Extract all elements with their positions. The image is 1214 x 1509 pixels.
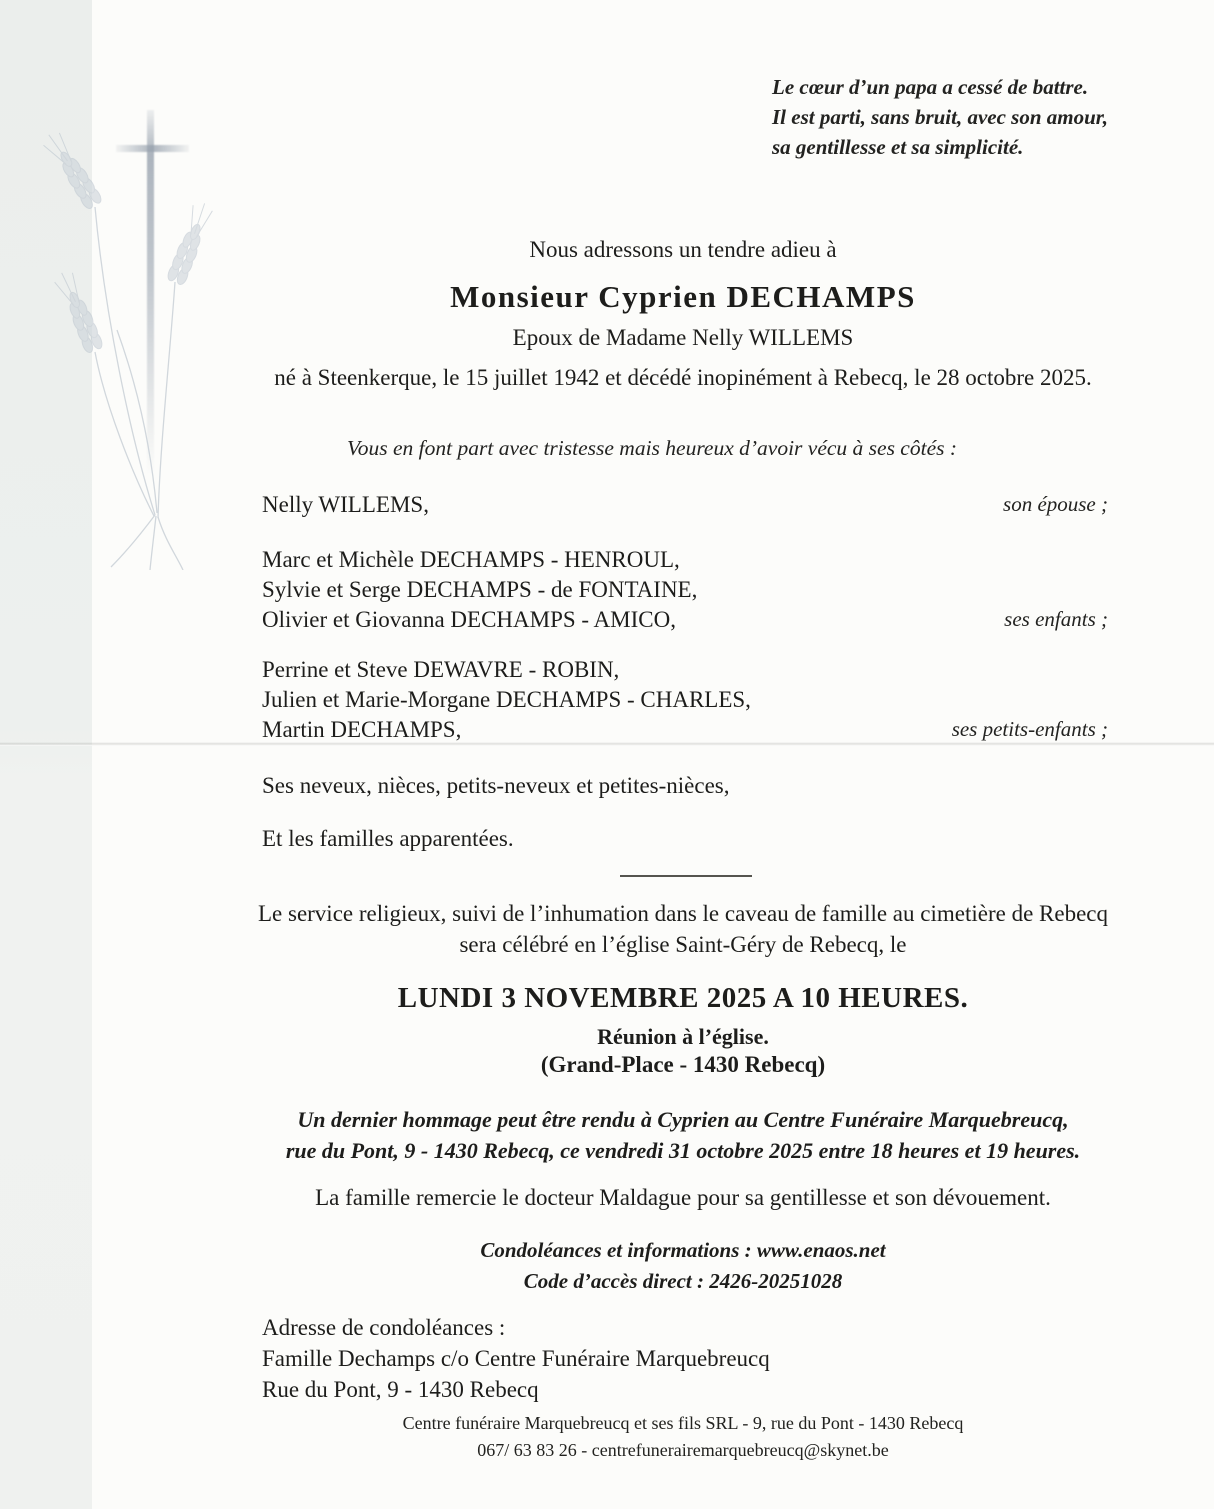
family-group-spouse [262, 489, 1108, 520]
epitaph-quote [772, 72, 1108, 162]
address-line: Famille Dechamps c/o Centre Funéraire Marquebreucq [262, 1346, 770, 1371]
epitaph-line: Il est parti, sans bruit, avec son amour, [772, 105, 1109, 129]
meeting-line: Réunion à l’église. [597, 1024, 769, 1049]
notice-line: Vous en font part avec tristesse mais heureux d’avoir vécu à ses côtés : [347, 436, 958, 460]
condolences-website-line: Condoléances et informations : www.enaos.net [480, 1238, 886, 1262]
birth-death-line: né à Steenkerque, le 15 juillet 1942 et décédé inopinément à Rebecq, le 28 octobre 2025. [274, 365, 1092, 390]
family-name: Ses neveux, nièces, petits-neveux et petites-nièces, [262, 773, 730, 798]
service-line: sera célébré en l’église Saint-Géry de Rebecq, le [459, 932, 907, 957]
funeral-home-footer [157, 1410, 1209, 1464]
service-line: Le service religieux, suivi de l’inhumation dans le caveau de famille au cimetière de Rebecq [257, 901, 1108, 926]
address-line: Rue du Pont, 9 - 1430 Rebecq [262, 1377, 539, 1402]
intro-line: Nous adressons un tendre adieu à [529, 237, 837, 262]
family-name: Marc et Michèle DECHAMPS - HENROUL, [262, 547, 680, 572]
viewing-line: rue du Pont, 9 - 1430 Rebecq, ce vendredi 31 octobre 2025 entre 18 heures et 19 heures. [285, 1138, 1081, 1163]
relation-label: ses petits-enfants ; [951, 717, 1108, 741]
epitaph-line: sa gentillesse et sa simplicité. [772, 135, 1024, 159]
cross-wheat-ornament-icon [5, 75, 240, 570]
deceased-name: Monsieur Cyprien DECHAMPS [450, 279, 916, 314]
condolences-access-code: Code d’accès direct : 2426-20251028 [523, 1269, 843, 1293]
relation-label: ses enfants ; [1004, 607, 1108, 631]
viewing-line: Un dernier hommage peut être rendu à Cyprien au Centre Funéraire Marquebreucq, [297, 1107, 1069, 1132]
service-paragraph [157, 898, 1209, 960]
condolences-address-block [262, 1312, 770, 1405]
family-name: Sylvie et Serge DECHAMPS - de FONTAINE, [262, 577, 698, 602]
address-title: Adresse de condoléances : [262, 1315, 506, 1340]
epitaph-line: Le cœur d’un papa a cessé de battre. [772, 75, 1089, 99]
family-group-children [262, 545, 1108, 635]
thanks-line: La famille remercie le docteur Maldague pour sa gentillesse et son dévouement. [315, 1185, 1051, 1210]
footer-contact-line: 067/ 63 83 26 - centrefunerairemarquebreucq@skynet.be [477, 1440, 889, 1460]
family-name: Martin DECHAMPS, [262, 717, 462, 742]
family-name: Olivier et Giovanna DECHAMPS - AMICO, [262, 607, 676, 632]
section-divider [620, 875, 752, 877]
family-group-grandchildren [262, 655, 1108, 745]
condolences-info-block [157, 1235, 1209, 1297]
ceremony-datetime: LUNDI 3 NOVEMBRE 2025 A 10 HEURES. [397, 982, 969, 1014]
family-name: Nelly WILLEMS, [262, 492, 429, 517]
spouse-line: Epoux de Madame Nelly WILLEMS [512, 325, 854, 350]
family-group-related [262, 824, 1108, 854]
footer-line: Centre funéraire Marquebreucq et ses fils SRL - 9, rue du Pont - 1430 Rebecq [402, 1413, 964, 1433]
relation-label: son épouse ; [1003, 492, 1108, 516]
viewing-paragraph [157, 1104, 1209, 1166]
family-name: Perrine et Steve DEWAVRE - ROBIN, [262, 657, 620, 682]
family-name: Julien et Marie-Morgane DECHAMPS - CHARLES, [262, 687, 751, 712]
family-name: Et les familles apparentées. [262, 826, 514, 851]
meeting-location: (Grand-Place - 1430 Rebecq) [540, 1052, 826, 1077]
family-group-nieces-nephews [262, 771, 1108, 801]
